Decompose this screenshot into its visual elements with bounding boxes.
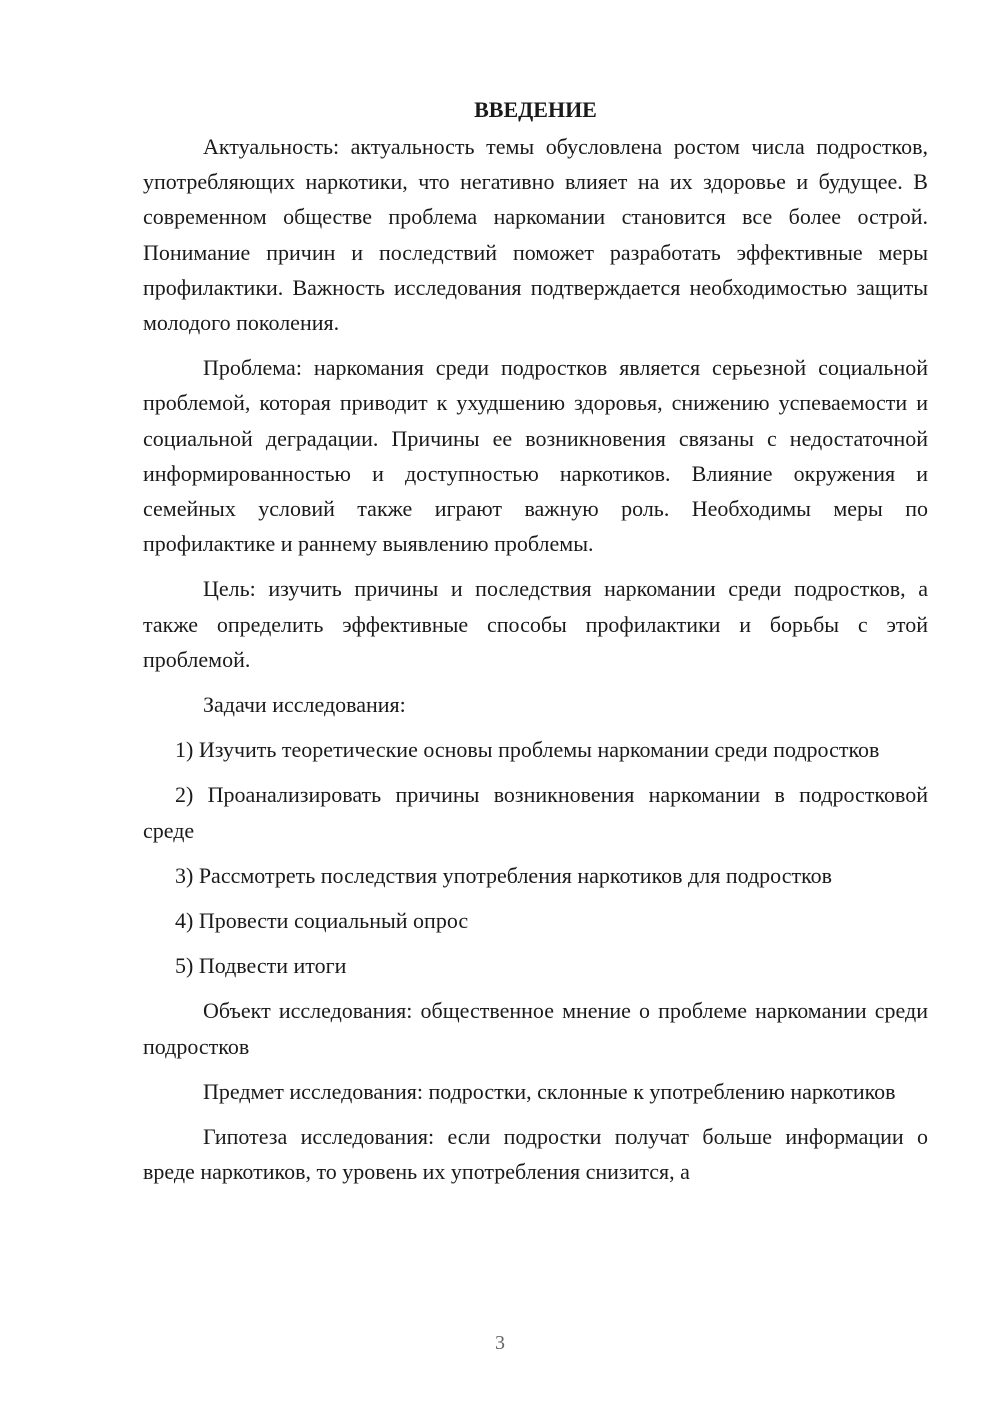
document-page xyxy=(143,92,928,1199)
paragraph-problem: Проблема: наркомания среди подростков является серьезной социальной проблемой, которая приводит к ухудшению здоровья, снижению успеваемости и социальной деградации. Причины ее возникновения связаны с недостаточной информированностью и доступностью наркотиков. Влияние окружения и семейных условий также играют важную роль. Необходимы меры по профилактике и раннему выявлению проблемы. xyxy=(143,355,928,557)
task-item-2: 2) Проанализировать причины возникновения наркомании в подростковой среде xyxy=(143,782,928,843)
paragraph-relevance: Актуальность: актуальность темы обусловлена ростом числа подростков, употребляющих наркотики, что негативно влияет на их здоровье и будущее. В современном обществе проблема наркомании становится все более острой. Понимание причин и последствий поможет разработать эффективные меры профилактики. Важность исследования подтверждается необходимостью защиты молодого поколения. xyxy=(143,134,928,336)
page-number: 3 xyxy=(495,1332,505,1354)
document-title: ВВЕДЕНИЕ xyxy=(474,97,597,122)
paragraph-tasks-heading: Задачи исследования: xyxy=(203,692,406,718)
task-item-3: 3) Рассмотреть последствия употребления наркотиков для подростков xyxy=(175,862,833,888)
paragraph-object: Объект исследования: общественное мнение о проблеме наркомании среди подростков xyxy=(143,998,928,1059)
paragraph-subject: Предмет исследования: подростки, склонные к употреблению наркотиков xyxy=(203,1078,896,1104)
paragraph-goal: Цель: изучить причины и последствия наркомании среди подростков, а также определить эффективные способы профилактики и борьбы с этой проблемой. xyxy=(143,576,928,672)
task-item-4: 4) Провести социальный опрос xyxy=(175,908,469,934)
task-item-5: 5) Подвести итоги xyxy=(175,953,347,979)
task-item-1: 1) Изучить теоретические основы проблемы наркомании среди подростков xyxy=(175,737,880,763)
paragraph-hypothesis: Гипотеза исследования: если подростки получат больше информации о вреде наркотиков, то уровень их употребления снизится, а xyxy=(143,1124,928,1185)
